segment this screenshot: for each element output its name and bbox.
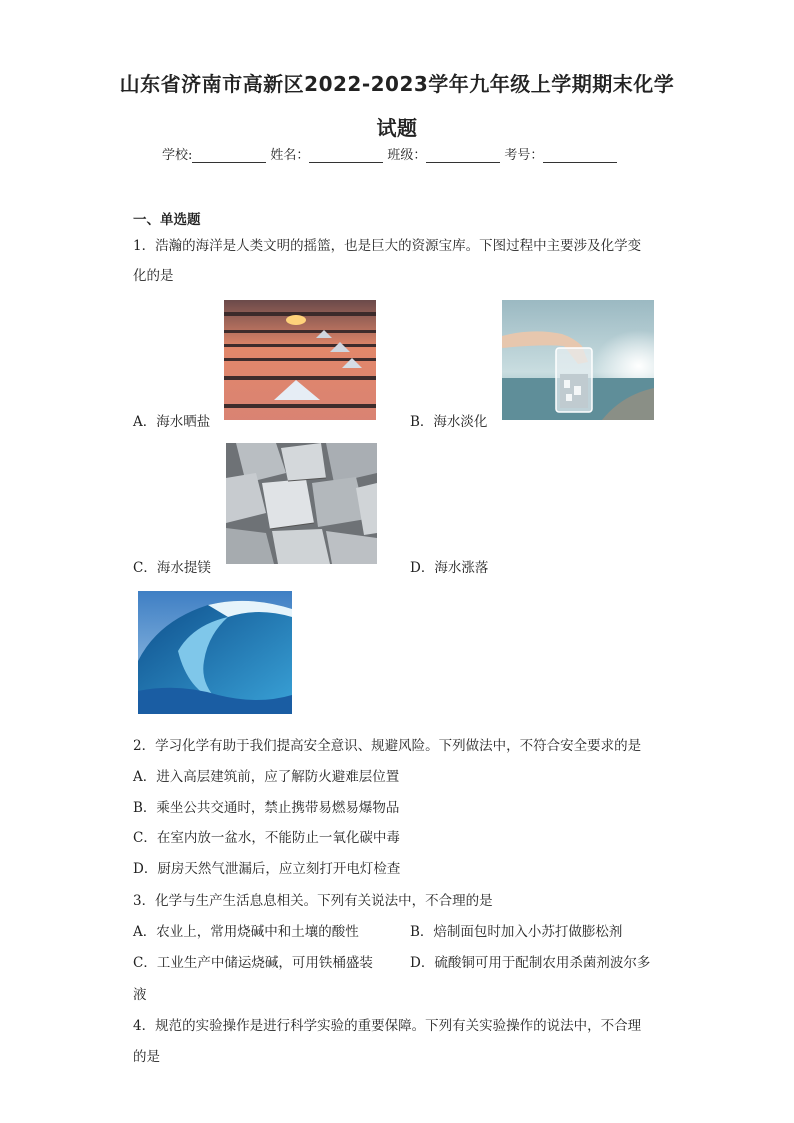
question-1-stem: 1．浩瀚的海洋是人类文明的摇篮，也是巨大的资源宝库。下图过程中主要涉及化学变 [133, 238, 642, 254]
question-1-stem-cont: 化的是 [133, 268, 174, 284]
question-1-option-b: B．海水淡化 [410, 414, 488, 430]
question-1-option-a: A．海水晒盐 [133, 414, 211, 430]
magnesium-image [226, 443, 377, 564]
exam-number-label: 考号： [504, 148, 544, 163]
question-2-stem: 2．学习化学有助于我们提高安全意识、规避风险。下列做法中，不符合安全要求的是 [133, 738, 642, 754]
name-blank[interactable] [309, 148, 383, 163]
school-label: 学校: [162, 148, 193, 163]
question-3-option-d-cont: 液 [133, 987, 147, 1003]
question-3-option-b: B．焙制面包时加入小苏打做膨松剂 [410, 924, 623, 940]
student-info-line [162, 144, 621, 163]
class-label: 班级： [387, 148, 427, 163]
page-title: 山东省济南市高新区2022-2023学年九年级上学期期末化学 [119, 72, 675, 96]
question-3-stem: 3．化学与生产生活息息相关。下列有关说法中，不合理的是 [133, 893, 493, 909]
section-heading: 一、单选题 [133, 212, 201, 228]
question-1-option-c: C．海水提镁 [133, 560, 211, 576]
desalination-image [502, 300, 654, 420]
salt-pan-image [224, 300, 376, 420]
question-3-option-d: D．硫酸铜可用于配制农用杀菌剂波尔多 [410, 955, 651, 971]
question-2-option-d: D．厨房天然气泄漏后，应立刻打开电灯检查 [133, 861, 401, 877]
exam-number-blank[interactable] [543, 148, 617, 163]
question-2-option-a: A．进入高层建筑前，应了解防火避难层位置 [133, 769, 400, 785]
name-label: 姓名： [270, 148, 310, 163]
page-title-line2: 试题 [376, 116, 418, 140]
class-blank[interactable] [426, 148, 500, 163]
question-4-stem-cont: 的是 [133, 1049, 160, 1065]
question-3-option-c: C．工业生产中储运烧碱，可用铁桶盛装 [133, 955, 373, 971]
question-2-option-c: C．在室内放一盆水，不能防止一氧化碳中毒 [133, 830, 400, 846]
question-1-option-d: D．海水涨落 [410, 560, 489, 576]
question-2-option-b: B．乘坐公共交通时，禁止携带易燃易爆物品 [133, 800, 400, 816]
wave-image [138, 591, 292, 714]
question-3-option-a: A．农业上，常用烧碱中和土壤的酸性 [133, 924, 359, 940]
school-blank[interactable] [192, 148, 266, 163]
question-4-stem: 4．规范的实验操作是进行科学实验的重要保障。下列有关实验操作的说法中，不合理 [133, 1018, 642, 1034]
